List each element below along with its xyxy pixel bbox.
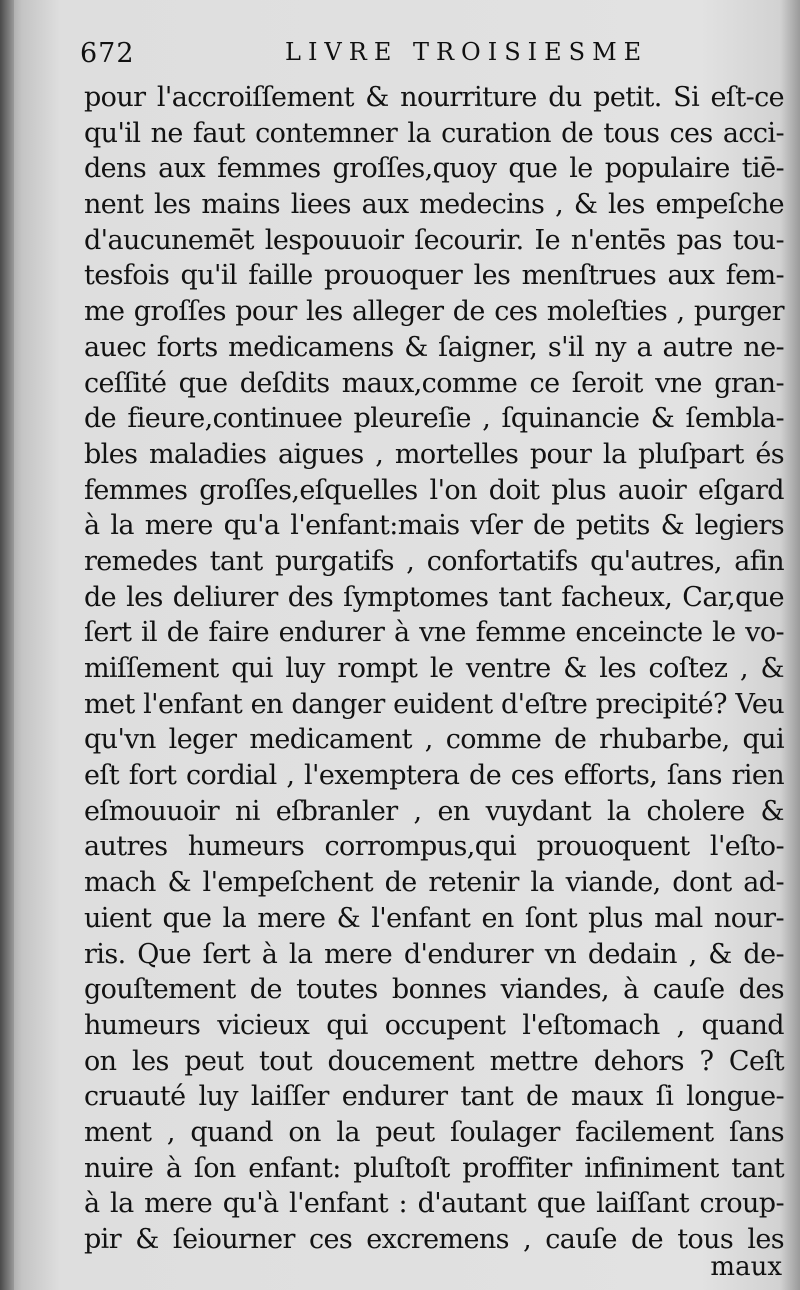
text-line: de fieure,continuee pleureſie , ſquinancie & ſembla- bbox=[84, 403, 784, 435]
text-line: qu'il ne faut contemner la curation de tous ces acci- bbox=[84, 117, 784, 149]
text-line: remedes tant purgatifs , confortatifs qu'autres, afin bbox=[84, 545, 784, 577]
page-number: 672 bbox=[80, 38, 135, 69]
text-line: ment , quand on la peut ſoulager facilement ſans bbox=[84, 1116, 784, 1148]
text-line: ris. Que ſert à la mere d'endurer vn dedain , & de- bbox=[84, 938, 784, 970]
text-line: de les deliurer des ſymptomes tant facheux, Car,que bbox=[84, 581, 784, 613]
text-line: bles maladies aigues , mortelles pour la pluſpart és bbox=[84, 438, 784, 470]
text-line: pir & ſeiourner ces excremens , cauſe de tous les bbox=[84, 1224, 784, 1255]
text-line: met l'enfant en danger euident d'eſtre precipité? Veu bbox=[84, 688, 784, 720]
running-head: LIVRE TROISIESME bbox=[285, 38, 649, 66]
text-line: pour l'accroiſſement & nourriture du petit. Si eſt-ce bbox=[84, 82, 784, 113]
text-line: autres humeurs corrompus,qui prouoquent l'eſto- bbox=[84, 831, 784, 863]
text-line: uient que la mere & l'enfant en ſont plus mal nour- bbox=[84, 902, 784, 934]
page-header bbox=[80, 38, 780, 78]
text-line: nent les mains liees aux medecins , & les empeſche bbox=[84, 189, 784, 221]
text-line: eſmouuoir ni eſbranler , en vuydant la cholere & bbox=[84, 795, 784, 827]
text-line: à la mere qu'à l'enfant : d'autant que laiſſant croup- bbox=[84, 1188, 784, 1220]
text-line: qu'vn leger medicament , comme de rhubarbe, qui bbox=[84, 724, 784, 756]
text-line: tesfois qu'il faille prouoquer les menſtrues aux fem- bbox=[84, 260, 784, 292]
text-line: ſert il de faire endurer à vne femme enceincte le vo- bbox=[84, 617, 784, 649]
text-line: miſſement qui luy rompt le ventre & les coſtez , & bbox=[84, 653, 784, 684]
text-line: eſt fort cordial , l'exemptera de ces efforts, ſans rien bbox=[84, 760, 784, 792]
body-text bbox=[84, 80, 784, 1258]
text-line: femmes groſſes,eſquelles l'on doit plus auoir eſgard bbox=[84, 474, 784, 506]
text-line: d'aucunemēt lespouuoir ſecourir. Ie n'entēs pas tou- bbox=[84, 224, 784, 256]
page-gutter-shadow bbox=[0, 0, 14, 1290]
text-line: on les peut tout doucement mettre dehors ? Ceſt bbox=[84, 1045, 784, 1077]
text-line: mach & l'empeſchent de retenir la viande, dont ad- bbox=[84, 867, 784, 899]
text-line: me groſſes pour les alleger de ces moleſties , purger bbox=[84, 296, 784, 328]
text-line: cruauté luy laiſſer endurer tant de maux ſi longue- bbox=[84, 1081, 784, 1113]
text-line: auec forts medicamens & ſaigner, s'il ny a autre ne- bbox=[84, 331, 784, 363]
catchword: maux bbox=[710, 1252, 782, 1282]
text-line: nuire à ſon enfant: pluſtoſt proffiter infiniment tant bbox=[84, 1152, 784, 1184]
text-line: dens aux femmes groſſes,quoy que le populaire tiē- bbox=[84, 153, 784, 185]
text-line: gouſtement de toutes bonnes viandes, à cauſe des bbox=[84, 974, 784, 1006]
text-line: à la mere qu'a l'enfant:mais vſer de petits & legiers bbox=[84, 510, 784, 542]
text-line: ceſſité que deſdits maux,comme ce ſeroit vne gran- bbox=[84, 367, 784, 399]
text-line: humeurs vicieux qui occupent l'eſtomach , quand bbox=[84, 1009, 784, 1041]
